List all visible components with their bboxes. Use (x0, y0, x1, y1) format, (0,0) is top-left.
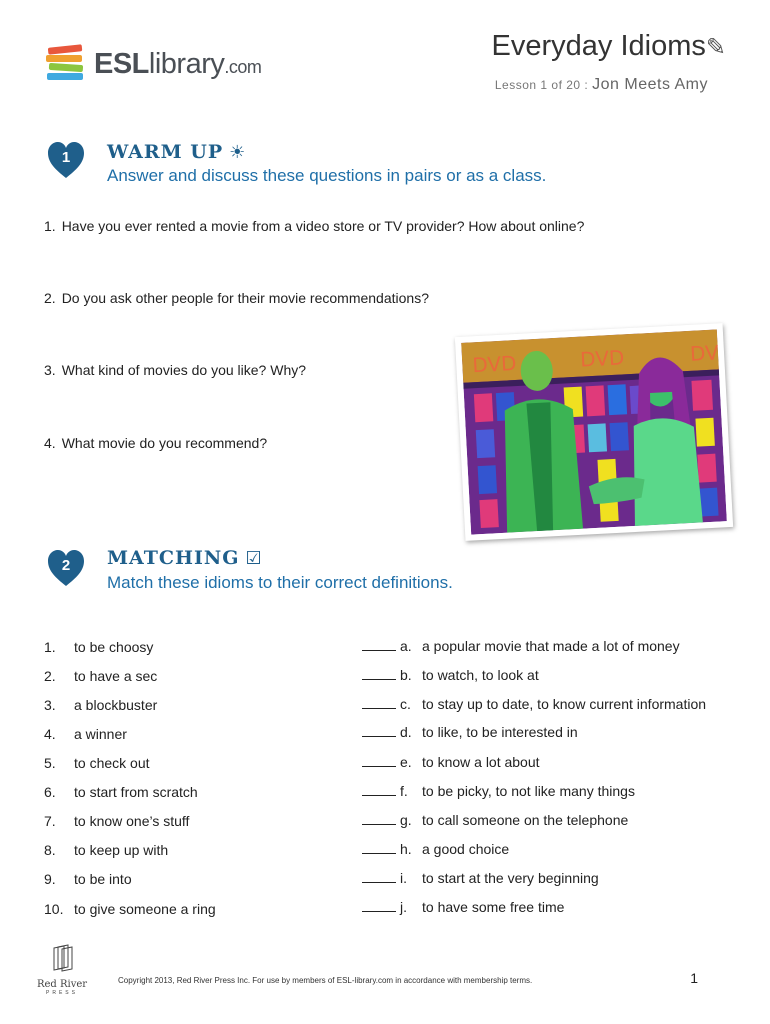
term-number: 7. (44, 813, 56, 829)
section-number-heart: 2 (46, 548, 86, 588)
term-number: 1. (44, 639, 56, 655)
answer-blank[interactable] (362, 899, 396, 912)
logo-wordmark: ESLlibrary.com (94, 48, 262, 80)
term-number: 4. (44, 726, 56, 742)
answer-blank[interactable] (362, 870, 396, 883)
question-item: 1. Have you ever rented a movie from a video store or TV provider? How about online? (44, 218, 585, 234)
definition-item: c. to stay up to date, to know current information (362, 696, 706, 712)
term-number: 10. (44, 901, 64, 917)
photo-sign-text: DVD (579, 345, 625, 372)
answer-blank[interactable] (362, 841, 396, 854)
document-title: Everyday Idioms✎ (491, 30, 726, 62)
photo-sign-text: DVD (471, 350, 518, 378)
definition-item: i. to start at the very beginning (362, 870, 599, 886)
answer-blank[interactable] (362, 754, 396, 767)
books-icon (44, 44, 90, 86)
red-river-press-logo: Red River PRESS (36, 944, 88, 996)
definition-item: h. a good choice (362, 841, 509, 857)
question-item: 4. What movie do you recommend? (44, 435, 268, 451)
answer-blank[interactable] (362, 638, 396, 651)
answer-blank[interactable] (362, 696, 396, 709)
idiom-term: to check out (74, 755, 150, 771)
term-number: 9. (44, 871, 56, 887)
idiom-term: to keep up with (74, 842, 169, 858)
answer-blank[interactable] (362, 783, 396, 796)
page-number: 1 (690, 970, 698, 986)
idiom-term: to start from scratch (74, 784, 198, 800)
definition-item: b. to watch, to look at (362, 667, 539, 683)
warm-up-heading: WARM UP ☀ (107, 141, 247, 163)
definition-item: j. to have some free time (362, 899, 564, 915)
answer-blank[interactable] (362, 724, 396, 737)
video-store-illustration (461, 329, 727, 534)
video-store-photo (455, 323, 733, 541)
definition-item: a. a popular movie that made a lot of money (362, 638, 680, 654)
definition-item: f. to be picky, to not like many things (362, 783, 635, 799)
warm-up-instruction: Answer and discuss these questions in pairs or as a class. (107, 166, 547, 185)
term-number: 6. (44, 784, 56, 800)
answer-blank[interactable] (362, 667, 396, 680)
idiom-term: a winner (74, 726, 127, 742)
term-number: 5. (44, 755, 56, 771)
question-item: 2. Do you ask other people for their movie recommendations? (44, 290, 429, 306)
term-number: 2. (44, 668, 56, 684)
definition-item: g. to call someone on the telephone (362, 812, 628, 828)
idiom-term: to know one’s stuff (74, 813, 190, 829)
matching-heading: MATCHING ☑ (107, 547, 263, 569)
definition-item: d. to like, to be interested in (362, 724, 578, 740)
term-number: 3. (44, 697, 56, 713)
photo-sign-text: DV (689, 340, 720, 366)
idiom-term: to give someone a ring (74, 901, 216, 917)
section-number-heart: 1 (46, 140, 86, 180)
book-stack-icon (48, 944, 76, 972)
idiom-term: to be into (74, 871, 132, 887)
lesson-info: Lesson 1 of 20 : Jon Meets Amy (494, 76, 708, 93)
idiom-term: to be choosy (74, 639, 154, 655)
checkmark-icon: ☑ (245, 548, 263, 569)
idiom-term: a blockbuster (74, 697, 158, 713)
answer-blank[interactable] (362, 812, 396, 825)
matching-instruction: Match these idioms to their correct definitions. (107, 573, 453, 592)
idiom-term: to have a sec (74, 668, 158, 684)
term-number: 8. (44, 842, 56, 858)
question-item: 3. What kind of movies do you like? Why? (44, 362, 307, 378)
definition-item: e. to know a lot about (362, 754, 540, 770)
sun-icon: ☀ (229, 142, 247, 163)
esl-library-logo (44, 42, 284, 88)
copyright-notice: Copyright 2013, Red River Press Inc. For use by members of ESL-library.com in accordance with membership terms. (118, 976, 533, 985)
pencil-icon: ✎ (705, 34, 726, 61)
